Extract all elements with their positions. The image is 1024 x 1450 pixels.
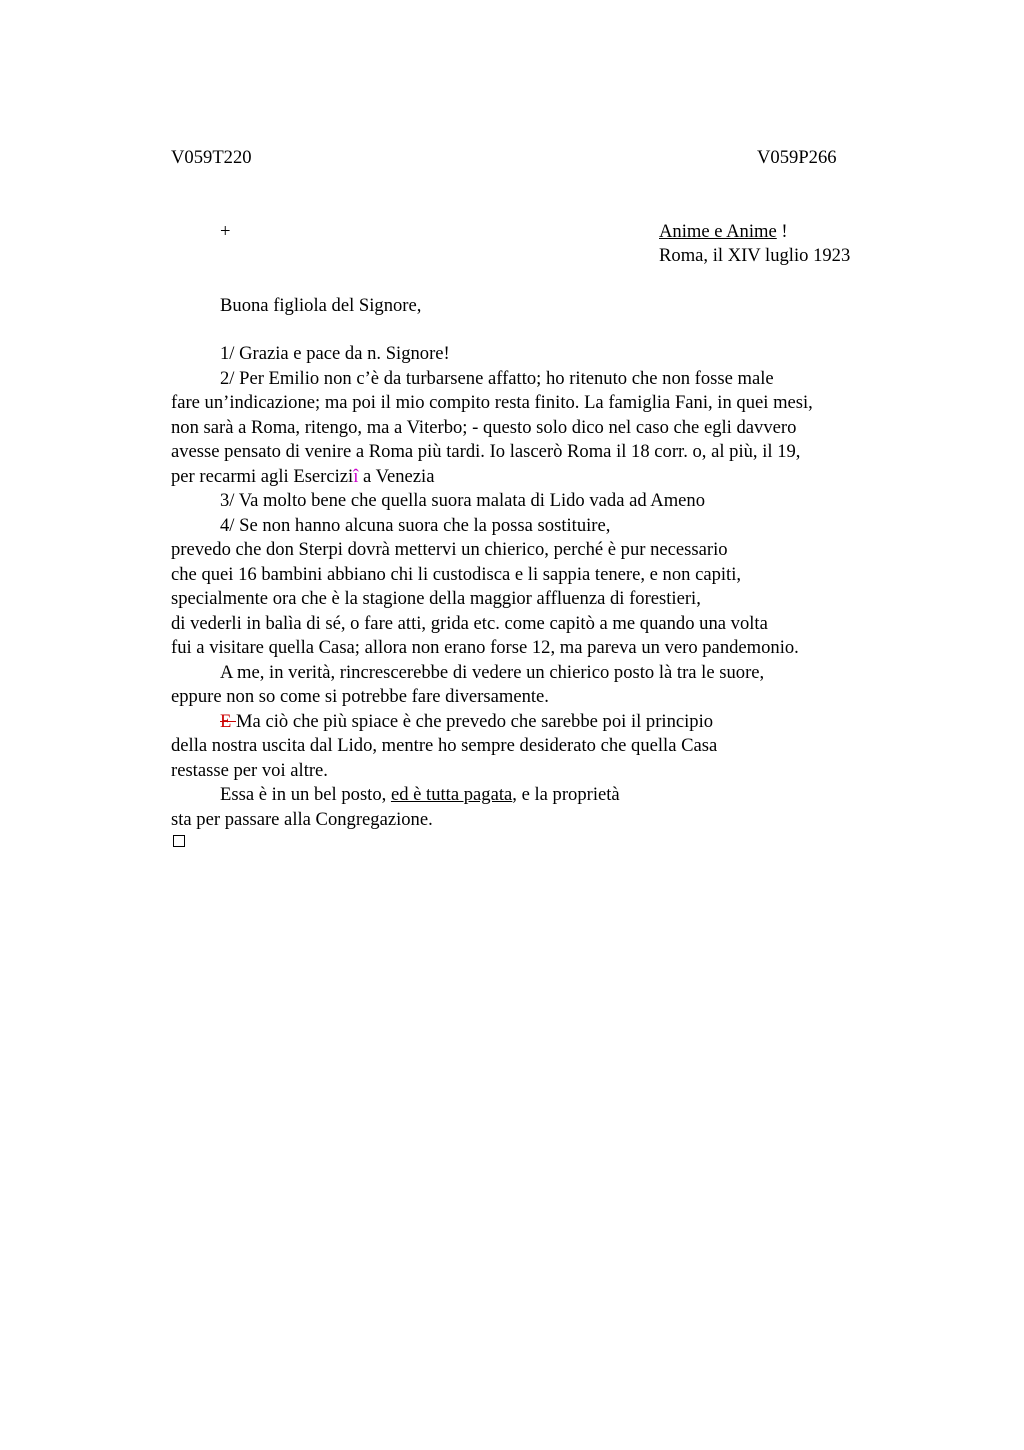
body-line: della nostra uscita dal Lido, mentre ho sempre desiderato che quella Casa [171, 735, 718, 756]
body-line: eppure non so come si potrebbe fare diversamente. [171, 686, 549, 707]
body-line [220, 783, 620, 807]
underlined-text: ed è tutta pagata [390, 784, 513, 805]
dateline: Roma, il XIV luglio 1923 [659, 245, 851, 266]
letter-title [659, 220, 788, 244]
body-line-text: per recarmi agli Esercizi [171, 466, 354, 487]
struck-text: E [220, 711, 237, 732]
body-line: A me, in verità, rincrescerebbe di vedere un chierico posto là tra le suore, [220, 662, 765, 683]
body-line-text: Essa è in un bel posto, [220, 784, 391, 805]
cross-symbol: + [220, 221, 231, 242]
body-line: fare un’indicazione; ma poi il mio compito resta finito. La famiglia Fani, in quei mesi, [171, 392, 813, 413]
header-right-code: V059P266 [757, 147, 837, 168]
letter-title-exclamation: ! [776, 221, 788, 242]
body-line: specialmente ora che è la stagione della maggior affluenza di forestieri, [171, 588, 701, 609]
editorial-mark: î [353, 466, 359, 487]
letter-title-text: Anime e Anime [659, 221, 777, 242]
body-line [220, 710, 713, 734]
body-line: 3/ Va molto bene che quella suora malata di Lido vada ad Ameno [220, 490, 706, 511]
body-line-text: Ma ciò che più spiace è che prevedo che sarebbe poi il principio [236, 711, 714, 732]
end-box-icon [173, 835, 185, 847]
salutation: Buona figliola del Signore, [220, 295, 422, 316]
body-line: prevedo che don Sterpi dovrà mettervi un chierico, perché è pur necessario [171, 539, 728, 560]
body-line: avesse pensato di venire a Roma più tardi. Io lascerò Roma il 18 corr. o, al più, il 19, [171, 441, 801, 462]
body-line: di vederli in balìa di sé, o fare atti, grida etc. come capitò a me quando una volta [171, 613, 768, 634]
body-line: che quei 16 bambini abbiano chi li custodisca e li sappia tenere, e non capiti, [171, 564, 742, 585]
body-line: 4/ Se non hanno alcuna suora che la possa sostituire, [220, 515, 611, 536]
body-line: restasse per voi altre. [171, 760, 328, 781]
body-line-text: , e la proprietà [512, 784, 620, 805]
body-line: 2/ Per Emilio non c’è da turbarsene affatto; ho ritenuto che non fosse male [220, 368, 774, 389]
body-line [171, 465, 434, 489]
header-left-code: V059T220 [171, 147, 252, 168]
body-line: non sarà a Roma, ritengo, ma a Viterbo; - questo solo dico nel caso che egli davvero [171, 417, 797, 438]
body-line-text: a Venezia [358, 466, 435, 487]
body-line: fui a visitare quella Casa; allora non erano forse 12, ma pareva un vero pandemonio. [171, 637, 799, 658]
body-line: sta per passare alla Congregazione. [171, 809, 433, 830]
body-line: 1/ Grazia e pace da n. Signore! [220, 343, 450, 364]
